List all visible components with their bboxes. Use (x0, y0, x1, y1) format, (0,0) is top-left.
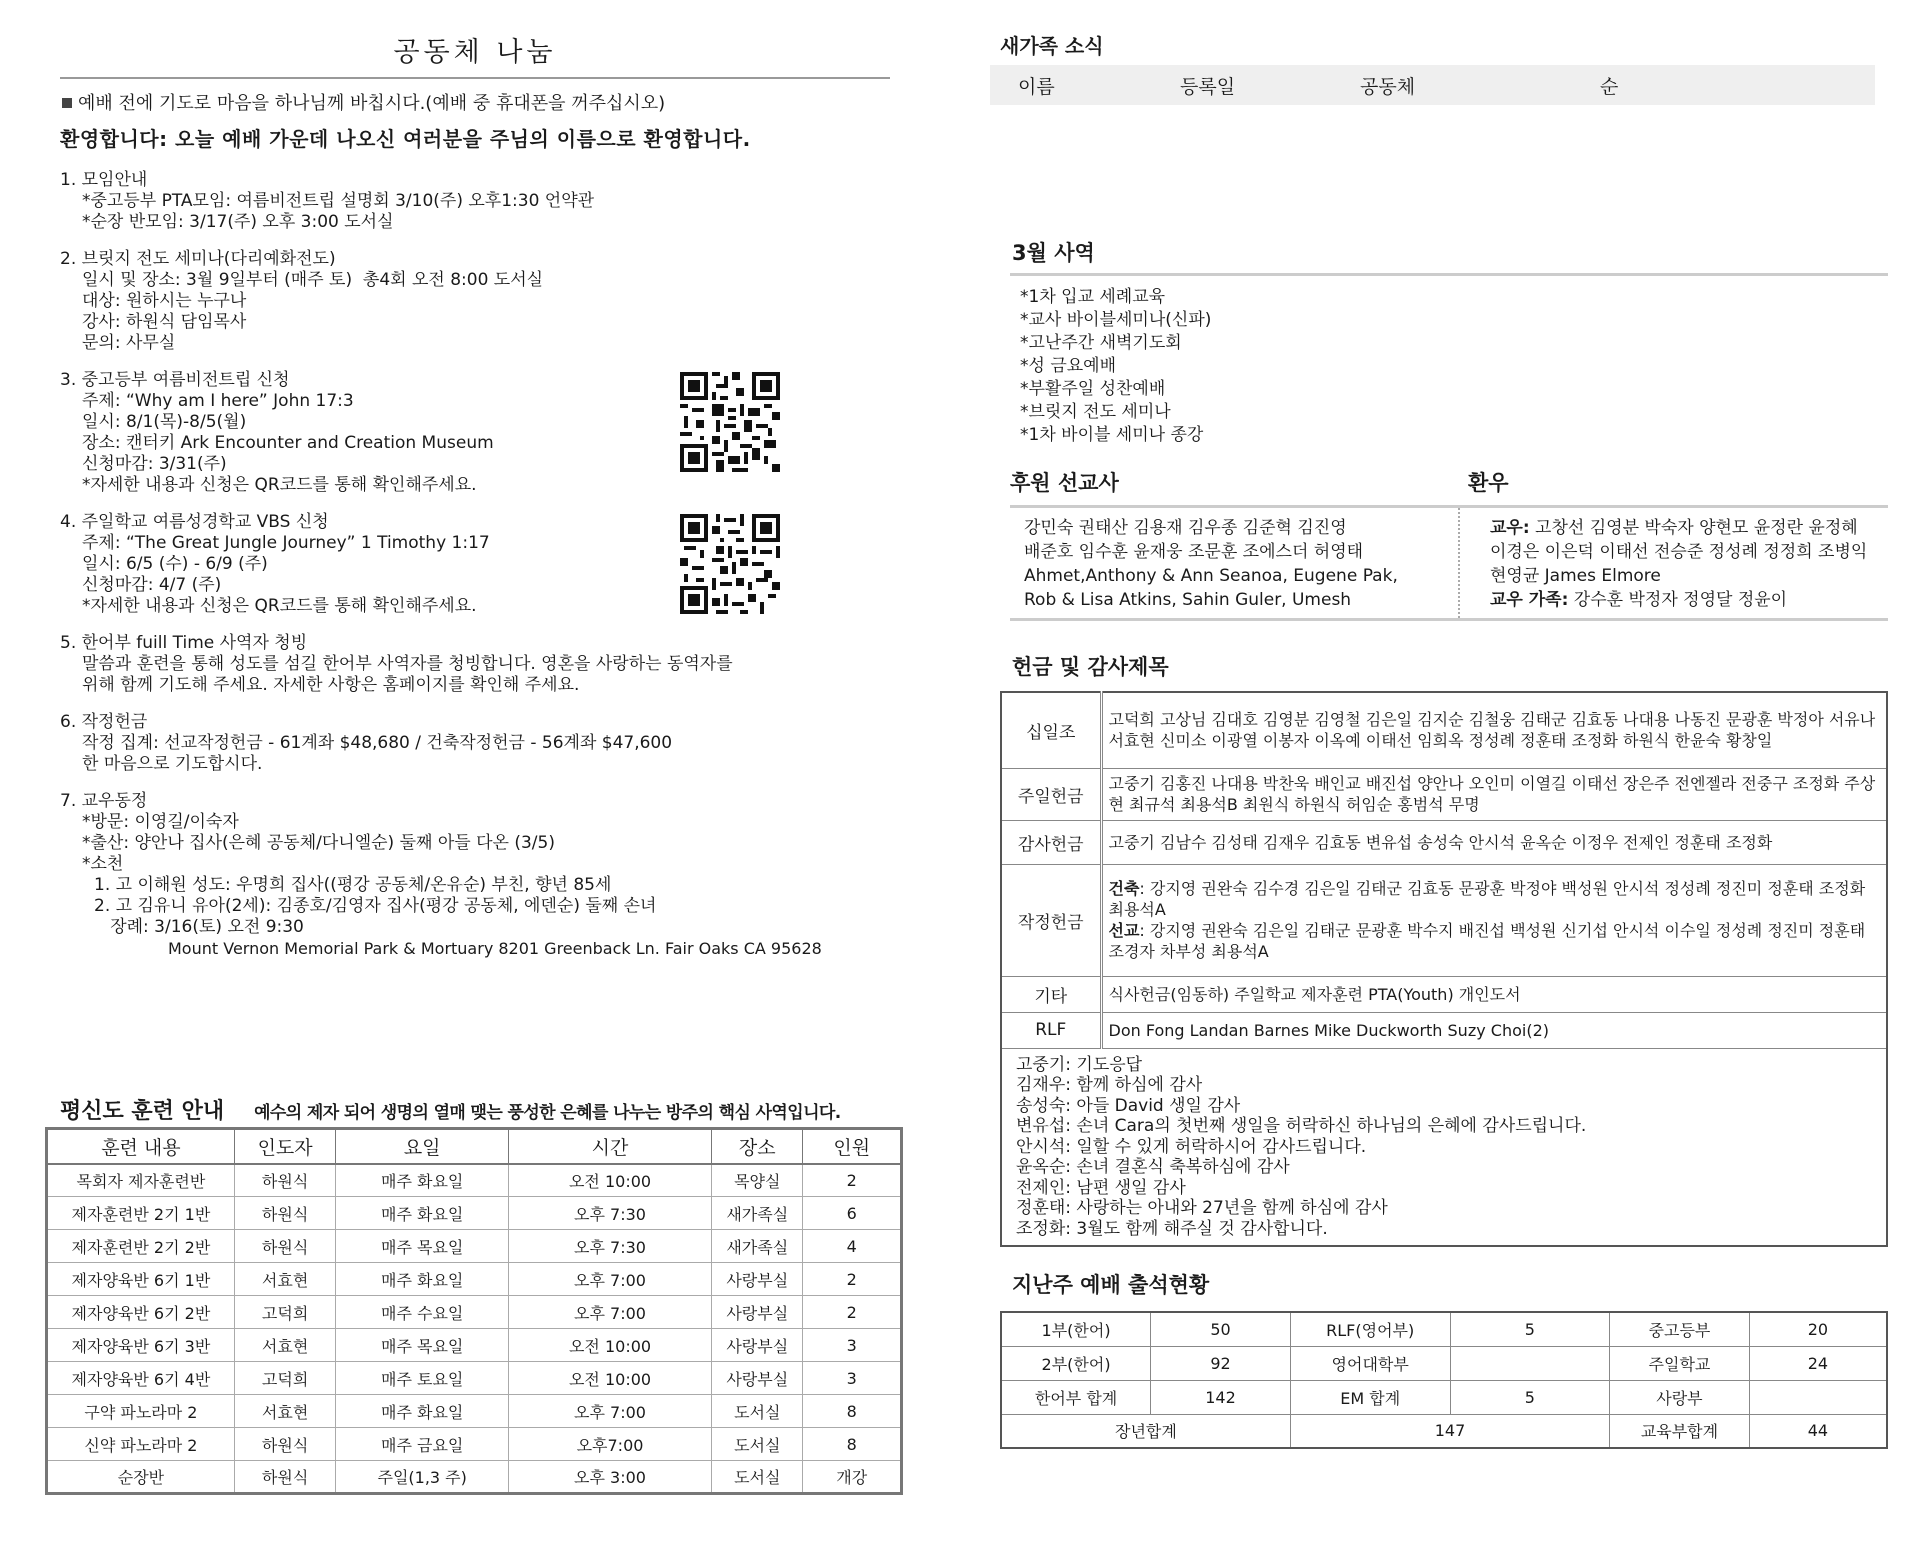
right-page (1000, 30, 1890, 1449)
notice-subline: 1. 고 이해원 성도: 우명희 집사((평강 공동체/온유순) 부친, 향년 85세 (94, 875, 612, 895)
notice-line: *소천 (82, 854, 124, 874)
row-value: 고덕희 고상님 김대호 김영분 김영철 김은일 김지순 김철웅 김태군 김효동 나대용 나동진 문광훈 박정아 서유나 서효현 신미소 이광열 이봉자 이옥예 이태선 임희옥 정성례 정훈태 조정화 하원식 한윤숙 황창일 (1101, 692, 1887, 768)
intro-line: 예배 전에 기도로 마음을 하나님께 바칩시다.(예배 중 휴대폰을 꺼주십시오) (62, 89, 890, 115)
column-header: 훈련 내용 (47, 1129, 235, 1164)
newfamily-title: 새가족 소식 (1000, 34, 1104, 58)
table-cell: 매주 화요일 (336, 1395, 509, 1428)
table-cell: 오후7:00 (508, 1428, 711, 1461)
notice-line: 일시: 8/1(목)-8/5(월) (82, 412, 247, 432)
column-header: 요일 (336, 1129, 509, 1164)
notice-line: 일시: 6/5 (수) - 6/9 (주) (82, 554, 268, 574)
column-header: 장소 (712, 1129, 803, 1164)
left-page (60, 30, 890, 975)
table-cell: 제자양육반 6기 4반 (47, 1362, 235, 1395)
missionary-list (1010, 508, 1460, 618)
table-cell: 오후 7:00 (508, 1296, 711, 1329)
table-cell: 제자양육반 6기 3반 (47, 1329, 235, 1362)
missionary-section (1010, 467, 1890, 505)
table-cell: 순장반 (47, 1461, 235, 1494)
list-item: *교사 바이블세미나(신파) (1020, 310, 1212, 330)
offering-title: 헌금 및 감사제목 (1012, 655, 1169, 679)
table-cell: 제자양육반 6기 2반 (47, 1296, 235, 1329)
table-cell: 3 (803, 1362, 902, 1395)
list-item: 정훈태: 사랑하는 아내와 27년을 함께 하심에 감사 (1016, 1198, 1388, 1218)
row-label: 기타 (1001, 976, 1101, 1012)
row-label: 감사헌금 (1001, 820, 1101, 864)
table-cell: 매주 토요일 (336, 1362, 509, 1395)
sick-line: 현영균 James Elmore (1490, 566, 1661, 586)
column-header: 공동체 (1360, 75, 1416, 98)
row-label: 십일조 (1001, 692, 1101, 768)
table-cell: 구약 파노라마 2 (47, 1395, 235, 1428)
offering-table (1000, 691, 1888, 1247)
notice-2 (60, 249, 890, 354)
table-cell: 하원식 (234, 1428, 336, 1461)
sick-list (1460, 508, 1890, 618)
notice-title: 1. 모임안내 (60, 170, 148, 190)
list-item: Ahmet,Anthony & Ann Seanoa, Eugene Pak, (1024, 566, 1398, 586)
training-title: 평신도 훈련 안내 (60, 1099, 225, 1124)
row-label: RLF (1001, 1012, 1101, 1048)
notice-line: *순장 반모임: 3/17(주) 오후 3:00 도서실 (82, 212, 394, 232)
table-cell: 사랑부실 (712, 1362, 803, 1395)
column-header: 이름 (1018, 75, 1055, 98)
table-row (47, 1296, 902, 1329)
table-row (47, 1362, 902, 1395)
column-header: 등록일 (1180, 75, 1236, 98)
table-cell: 제자훈련반 2기 2반 (47, 1230, 235, 1263)
table-row (1001, 692, 1887, 768)
table-cell: 사랑부실 (712, 1296, 803, 1329)
notice-line: 위해 함께 기도해 주세요. 자세한 사항은 홈페이지를 확인해 주세요. (82, 675, 580, 695)
notice-title: 2. 브릿지 전도 세미나(다리예화전도) (60, 249, 336, 269)
table-row (1001, 1012, 1887, 1048)
column-header: 인도자 (234, 1129, 336, 1164)
table-cell: 신약 파노라마 2 (47, 1428, 235, 1461)
list-item: 변유섭: 손녀 Cara의 첫번째 생일을 허락하신 하나님의 은혜에 감사드립니다. (1016, 1116, 1587, 1136)
table-cell: 하원식 (234, 1230, 336, 1263)
table-cell: 6 (803, 1197, 902, 1230)
notice-line: 문의: 사무실 (82, 333, 176, 353)
list-item: 김재우: 함께 하심에 감사 (1016, 1075, 1203, 1095)
newfamily-header (990, 65, 1875, 105)
table-cell: 8 (803, 1395, 902, 1428)
table-cell: 매주 목요일 (336, 1230, 509, 1263)
table-cell: 매주 목요일 (336, 1329, 509, 1362)
table-cell: 고덕희 (234, 1296, 336, 1329)
table-row: 한어부 합계 142 EM 합계 5 사랑부 (1001, 1380, 1887, 1414)
notice-title: 6. 작정헌금 (60, 712, 148, 732)
table-cell: 개강 (803, 1461, 902, 1494)
notice-line: 주제: “The Great Jungle Journey” 1 Timothy 1:17 (82, 533, 490, 553)
attendance-table (1000, 1311, 1888, 1449)
notice-title: 3. 중고등부 여름비전트립 신청 (60, 370, 290, 390)
table-cell: 도서실 (712, 1461, 803, 1494)
list-item: *1차 입교 세례교육 (1020, 287, 1166, 307)
table-cell: 목양실 (712, 1164, 803, 1197)
table-row (1001, 864, 1887, 976)
table-cell: 도서실 (712, 1395, 803, 1428)
notice-line: 말씀과 훈련을 통해 성도를 섬길 한어부 사역자를 청빙합니다. 영혼을 사랑하는 동역자를 (82, 654, 733, 674)
notice-line: *방문: 이영길/이숙자 (82, 812, 239, 832)
welcome-message: 환영합니다: 오늘 예배 가운데 나오신 여러분을 주님의 이름으로 환영합니다. (60, 127, 751, 151)
table-row (47, 1230, 902, 1263)
table-cell: 목회자 제자훈련반 (47, 1164, 235, 1197)
table-cell: 서효현 (234, 1329, 336, 1362)
table-row (1001, 768, 1887, 820)
row-label: 작정헌금 (1001, 864, 1101, 976)
list-item: 안시석: 일할 수 있게 허락하시어 감사드립니다. (1016, 1136, 1367, 1157)
table-cell: 하원식 (234, 1461, 336, 1494)
notice-line: *출산: 양안나 집사(은혜 공동체/다니엘순) 둘째 아들 다온 (3/5) (82, 833, 555, 853)
sick-line: 이경은 이은덕 이태선 전승준 정성례 정정희 조병익 (1490, 542, 1868, 562)
notice-7 (60, 791, 890, 959)
notice-title: 4. 주일학교 여름성경학교 VBS 신청 (60, 512, 329, 532)
table-cell: 오전 10:00 (508, 1329, 711, 1362)
table-cell: 제자훈련반 2기 1반 (47, 1197, 235, 1230)
table-cell: 오후 7:00 (508, 1263, 711, 1296)
notice-1 (60, 170, 890, 233)
table-cell: 새가족실 (712, 1230, 803, 1263)
notice-line: 신청마감: 3/31(주) (82, 454, 227, 474)
table-cell: 매주 수요일 (336, 1296, 509, 1329)
table-cell: 하원식 (234, 1197, 336, 1230)
row-value: 고중기 김남수 김성태 김재우 김효동 변유섭 송성숙 안시석 윤옥순 이정우 전제인 정훈태 조정화 (1101, 820, 1887, 864)
list-item: *부활주일 성찬예배 (1020, 379, 1166, 399)
list-item: 고중기: 기도응답 (1016, 1054, 1143, 1075)
qr-code-icon[interactable] (680, 372, 780, 472)
list-item: 배준호 임수훈 윤재웅 조문훈 조에스더 허영태 (1024, 542, 1364, 562)
table-cell: 3 (803, 1329, 902, 1362)
table-row: 1부(한어) 50 RLF(영어부) 5 중고등부 20 (1001, 1312, 1887, 1346)
notice-4 (60, 512, 890, 617)
table-cell: 매주 화요일 (336, 1164, 509, 1197)
list-item: 조정화: 3월도 함께 해주실 것 감사합니다. (1016, 1218, 1328, 1239)
table-cell: 오후 3:00 (508, 1461, 711, 1494)
notice-subline: 장례: 3/16(토) 오전 9:30 (94, 917, 304, 937)
table-row (1001, 976, 1887, 1012)
notice-line: 한 마음으로 기도합시다. (82, 754, 263, 774)
notice-line: 강사: 하원식 담임목사 (82, 312, 247, 332)
table-cell: 매주 금요일 (336, 1428, 509, 1461)
row-label: 주일헌금 (1001, 768, 1101, 820)
qr-code-icon[interactable] (680, 514, 780, 614)
table-header-row (47, 1129, 902, 1164)
table-row: 장년합계 147 교육부합계 44 (1001, 1414, 1887, 1448)
table-cell: 서효현 (234, 1395, 336, 1428)
thanks-list (1002, 1049, 1886, 1246)
training-table (45, 1127, 903, 1495)
notice-line: *자세한 내용과 신청은 QR코드를 통해 확인해주세요. (82, 596, 477, 616)
table-cell: 오후 7:30 (508, 1230, 711, 1263)
column-header: 시간 (508, 1129, 711, 1164)
list-item: *1차 바이블 세미나 종강 (1020, 425, 1204, 445)
table-cell: 2 (803, 1263, 902, 1296)
notice-6 (60, 712, 890, 775)
table-cell: 제자양육반 6기 1반 (47, 1263, 235, 1296)
table-cell: 오후 7:30 (508, 1197, 711, 1230)
row-value: 건축: 강지영 권완숙 김수경 김은일 김태군 김효동 문광훈 박정야 백성원 안시석 정성례 정진미 정훈태 조정화 최용석A 선교: 강지영 권완숙 김은일 김태군 문광훈 박수지 배진섭 백성원 신기섭 안시석 이수일 정성례 정진미 정훈태 조경자 차부성 최용석A (1101, 864, 1887, 976)
row-value: 식사헌금(임동하) 주일학교 제자훈련 PTA(Youth) 개인도서 (1101, 976, 1887, 1012)
table-cell: 새가족실 (712, 1197, 803, 1230)
table-cell: 하원식 (234, 1164, 336, 1197)
notice-line: 대상: 원하시는 누구나 (82, 291, 247, 311)
table-row (47, 1428, 902, 1461)
list-item: *브릿지 전도 세미나 (1020, 402, 1171, 422)
notice-3 (60, 370, 890, 496)
table-cell: 2 (803, 1296, 902, 1329)
list-item: 윤옥순: 손녀 결혼식 축복하심에 감사 (1016, 1157, 1290, 1177)
notice-line: 신청마감: 4/7 (주) (82, 575, 222, 595)
notice-title: 5. 한어부 fuill Time 사역자 청빙 (60, 633, 308, 653)
table-cell: 오후 7:00 (508, 1395, 711, 1428)
page-title: 공동체 나눔 (60, 30, 890, 79)
table-cell: 매주 화요일 (336, 1263, 509, 1296)
notice-line: 장소: 캔터키 Ark Encounter and Creation Museum (82, 433, 494, 453)
table-cell: 주일(1,3 주) (336, 1461, 509, 1494)
table-cell: 도서실 (712, 1428, 803, 1461)
list-item: *고난주간 새벽기도회 (1020, 333, 1182, 353)
list-item: *성 금요예배 (1020, 356, 1117, 376)
table-cell: 사랑부실 (712, 1329, 803, 1362)
table-row (47, 1395, 902, 1428)
table-row (1001, 1048, 1887, 1246)
list-item: 송성숙: 아들 David 생일 감사 (1016, 1095, 1241, 1116)
march-title: 3월 사역 (1012, 241, 1095, 265)
sick-line: 교우: 고창선 김영분 박숙자 양현모 윤정란 윤정혜 (1490, 518, 1858, 538)
row-value: 고중기 김홍진 나대용 박찬욱 배인교 배진섭 양안나 오인미 이열길 이태선 장은주 전엔젤라 전중구 조정화 주상현 최규석 최용석B 최원식 하원식 허임순 홍범석 무명 (1101, 768, 1887, 820)
list-item: 강민숙 권태산 김용재 김우종 김준혁 김진영 (1024, 518, 1347, 538)
notice-subline: Mount Vernon Memorial Park & Mortuary 8201 Greenback Ln. Fair Oaks CA 95628 (168, 939, 822, 958)
notice-line: 일시 및 장소: 3월 9일부터 (매주 토) 총4회 오전 8:00 도서실 (82, 270, 544, 290)
notice-line: *중고등부 PTA모임: 여름비전트립 설명회 3/10(주) 오후1:30 언약관 (82, 191, 595, 211)
table-cell: 오전 10:00 (508, 1362, 711, 1395)
notice-subline: 2. 고 김유니 유아(2세): 김종호/김영자 집사(평강 공동체, 에덴순) 둘째 손녀 (94, 896, 657, 916)
table-row (1001, 820, 1887, 864)
column-header: 인원 (803, 1129, 902, 1164)
square-bullet-icon (62, 98, 72, 108)
table-row (47, 1461, 902, 1494)
notice-line: 작정 집계: 선교작정헌금 - 61계좌 $48,680 / 건축작정헌금 - 56계좌 $47,600 (82, 733, 673, 753)
notice-5 (60, 633, 890, 696)
notice-line: *자세한 내용과 신청은 QR코드를 통해 확인해주세요. (82, 475, 477, 495)
notice-line: 주제: “Why am I here” John 17:3 (82, 391, 354, 411)
table-row (47, 1197, 902, 1230)
table-cell: 8 (803, 1428, 902, 1461)
table-cell: 2 (803, 1164, 902, 1197)
table-row (47, 1164, 902, 1197)
notice-title: 7. 교우동정 (60, 791, 148, 811)
training-header (60, 1094, 841, 1125)
march-list (1000, 286, 1890, 447)
table-cell: 서효현 (234, 1263, 336, 1296)
column-header: 순 (1600, 75, 1619, 98)
sick-title: 환우 (1468, 471, 1509, 495)
table-cell: 사랑부실 (712, 1263, 803, 1296)
attendance-title: 지난주 예배 출석현황 (1012, 1273, 1210, 1297)
training-subtitle: 예수의 제자 되어 생명의 열매 맺는 풍성한 은혜를 나누는 방주의 핵심 사역입니다. (254, 1103, 841, 1123)
table-row (47, 1263, 902, 1296)
table-cell: 매주 화요일 (336, 1197, 509, 1230)
table-row: 2부(한어) 92 영어대학부 주일학교 24 (1001, 1346, 1887, 1380)
table-row (47, 1329, 902, 1362)
list-item: Rob & Lisa Atkins, Sahin Guler, Umesh (1024, 590, 1352, 610)
table-cell: 오전 10:00 (508, 1164, 711, 1197)
missionary-title: 후원 선교사 (1010, 471, 1119, 495)
list-item: 전제인: 남편 생일 감사 (1016, 1177, 1186, 1198)
sick-line: 교우 가족: 강수훈 박정자 정영달 정윤이 (1490, 590, 1788, 610)
row-value: Don Fong Landan Barnes Mike Duckworth Suzy Choi(2) (1101, 1012, 1887, 1048)
table-cell: 4 (803, 1230, 902, 1263)
table-cell: 고덕희 (234, 1362, 336, 1395)
